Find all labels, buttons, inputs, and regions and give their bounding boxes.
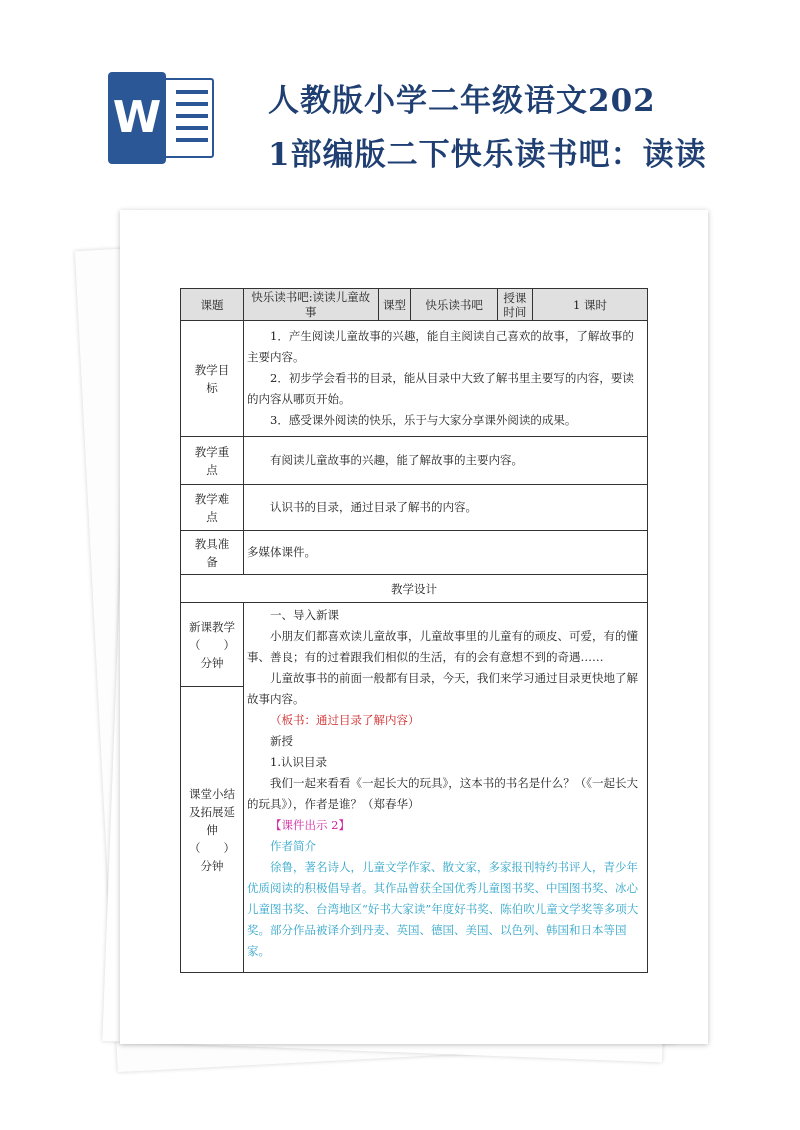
goal-item: 1．产生阅读儿童故事的兴趣，能自主阅读自己喜欢的故事，了解故事的主要内容。 [247, 329, 634, 364]
author-intro-heading: 作者简介 [270, 839, 316, 853]
table-row-tools [181, 531, 648, 575]
board-note: （板书：通过目录了解内容） [270, 713, 420, 727]
word-logo-icon [108, 72, 218, 164]
new-lesson-label: 新课教学（ ）分钟 [181, 603, 244, 687]
goal-item: 3．感受课外阅读的快乐，乐于与大家分享课外阅读的成果。 [270, 413, 577, 427]
content-paragraph: 我们一起来看看《一起长大的玩具》，这本书的书名是什么？（《一起长大的玩具》），作者是谁？（郑春华） [247, 776, 638, 811]
table-row-new-lesson [181, 603, 648, 687]
table-row-design-header [181, 575, 648, 603]
time-label: 授课时间 [497, 289, 532, 321]
word-badge: W [108, 72, 166, 164]
design-header: 教学设计 [181, 575, 648, 603]
content-paragraph: 儿童故事书的前面一般都有目录，今天，我们来学习通过目录更快地了解故事内容。 [247, 671, 638, 706]
sub-heading: 1.认识目录 [270, 755, 327, 769]
tools-text: 多媒体课件。 [247, 545, 316, 559]
table-row-key-points [181, 437, 648, 485]
summary-label: 课堂小结及拓展延伸（ ）分钟 [181, 687, 244, 973]
goals-label: 教学目标 [181, 321, 244, 437]
title-line-2: 1部编版二下快乐读书吧：读读 [268, 137, 707, 173]
goal-item: 2．初步学会看书的目录，能从目录中大致了解书里主要写的内容，要读的内容从哪页开始。 [247, 371, 634, 406]
document-page [120, 210, 708, 1044]
time-value: 1 课时 [533, 289, 648, 321]
lesson-plan-table [180, 288, 648, 973]
type-label: 课型 [378, 289, 411, 321]
topic-label: 课题 [181, 289, 244, 321]
table-row-topic [181, 289, 648, 321]
table-row-difficulties [181, 485, 648, 531]
key-points-label: 教学重点 [181, 437, 244, 485]
tools-label: 教具准备 [181, 531, 244, 575]
author-bio: 徐鲁，著名诗人，儿童文学作家、散文家，多家报刊特约书评人，青少年优质阅读的积极倡导者。其作品曾获全国优秀儿童图书奖、中国图书奖、冰心儿童图书奖、台湾地区“好书大家读”年度好书奖、陈伯吹儿童文学奖等多项大奖。部分作品被译介到丹麦、英国、德国、美国、以色列、韩国和日本等国家。 [247, 860, 639, 958]
title-line-1: 人教版小学二年级语文202 [268, 83, 656, 119]
document-title [268, 74, 708, 182]
new-teaching-heading: 新授 [270, 734, 293, 748]
type-value: 快乐读书吧 [411, 289, 497, 321]
key-points-text: 有阅读儿童故事的兴趣，能了解故事的主要内容。 [270, 453, 523, 467]
section-heading: 一、导入新课 [270, 608, 339, 622]
content-paragraph: 小朋友们都喜欢读儿童故事，儿童故事里的儿童有的顽皮、可爱，有的懂事、善良；有的过着跟我们相似的生活，有的会有意想不到的奇遇…… [247, 629, 638, 664]
courseware-note: 【课件出示 2】 [270, 818, 350, 832]
topic-value: 快乐读书吧:读读儿童故事 [244, 289, 379, 321]
difficulties-label: 教学难点 [181, 485, 244, 531]
table-row-goals [181, 321, 648, 437]
difficulties-text: 认识书的目录，通过目录了解书的内容。 [270, 500, 477, 514]
